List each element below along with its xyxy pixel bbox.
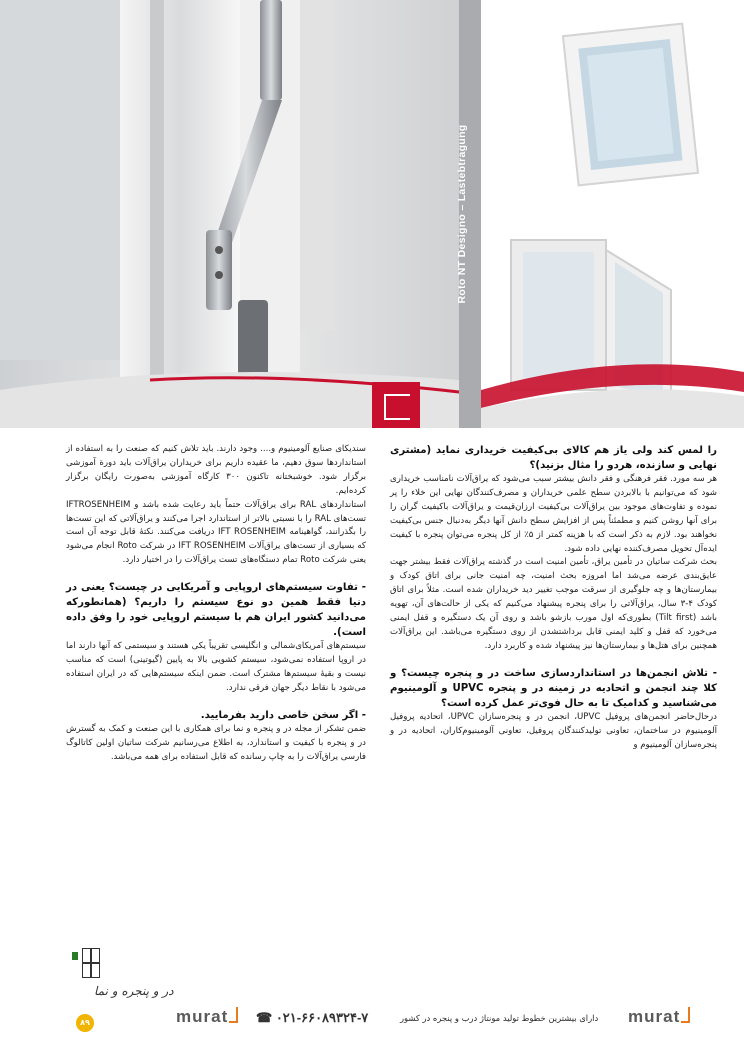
page-number: ۸۹ (76, 1014, 94, 1032)
murat-logo-text: murat (176, 1007, 229, 1026)
spacer (390, 654, 717, 666)
murat-mark-icon (229, 1007, 238, 1023)
footer-tagline: دارای بیشترین خطوط تولید مونتاژ درب و پنجره در کشور (400, 1013, 599, 1023)
answer-paragraph-7: ضمن تشکر از مجله در و پنجره و نما برای همکاری با این صنعت و کمک به گسترش در و پنجره با کیفیت و استاندارد، به اطلاع می‌رسانیم شرکت ساتیان اولین کاتالوگ فارسی یراق‌آلات را به چاپ رسانده که قابل استفاده برای همه می‌باشد. (66, 723, 366, 762)
windows-illustration (481, 0, 744, 428)
question-heading-4: - اگر سخن خاصی دارید بفرمایید. (200, 709, 366, 721)
question-heading-1: را لمس کند ولی یاز هم کالای بی‌کیفیت خریداری نماید (مشتری نهایی و سازنده، هردو را مثال بزنید)؟ (390, 445, 717, 471)
hardware-photo (0, 0, 459, 428)
left-column (66, 443, 366, 765)
phone-icon: ☎ (256, 1010, 273, 1025)
answer-paragraph-1: هر سه مورد. فقر فرهنگی و فقر دانش بیشتر سبب می‌شود که یراق‌آلات نامناسب خریداری شود که می‌توانیم با بالابردن سطح علمی خریداران و مصرف‌کنندگان نهایی این خلاء را پر نموده و تفاوت‌های موجود بین یراق‌آلات بی‌کیفیت ارزان‌قیمت و یراق‌آلات باکیفیت گران را برای آنها روشن کنیم و مطمئناً پس از افزایش سطح دانش آنها دیگر به‌دنبال جنس بی‌کیفیت نخواهند بود. لازم به ذکر است که با هزینه کمتر از ۵٪ از کل پنجره می‌توان پنجره با کیفیت ایده‌آل تحویل مصرف‌کننده نهایی داده شود. (390, 474, 717, 554)
magazine-badge-icon (72, 952, 78, 960)
windows-photo (481, 0, 744, 428)
answer-paragraph-2: بحث شرکت ساتیان در تأمین یراق، تأمین امنیت است در گذشته یراق‌آلات فقط بیشتر جهت عایق‌بندی عرضه می‌شد اما امروزه بحث امنیت، چه امنیت جانی برای اتاق کودک و بیمارستان‌ها و چه جلوگیری از سرقت موجب تغییر دید خریداران شده است. مثلاً برای اتاق کودک ۴-۳ سال، یراق‌آلاتی را برای پنجره پیشنهاد می‌کنیم که یکی از حالت‌های آن، تهویه باشد (Tilt first) بطوری‌که اول مورب بازشو باشد و روی آن یک دستگیره و قفل ایمنی می‌خورد که قفل و کلید ایمنی قابل برداشتشدن از روی دستگیره می‌باشد. این یراق‌آلات همچنین برای هتل‌ها و بیمارستان‌ها نیز پیشنهاد شده و کاربرد دارد. (390, 557, 718, 651)
roto-logo (372, 382, 420, 428)
phone-value: ۰۲۱-۶۶۰۸۹۳۲۴-۷ (275, 1010, 369, 1025)
spacer (66, 568, 366, 580)
answer-paragraph-4: سندیکای صنایع آلومینیوم و.... وجود دارند. باید تلاش کنیم که صنعت را به استفاده از استانداردها سوق دهیم، ما عقیده داریم برای خریداران یراق‌آلات باید دورة آموزشی برگزار شود. خوشبختانه تاکنون ۳۰۰ کارگاه آموزشی به‌صورت رایگان برگزار کرده‌ایم. (66, 444, 366, 496)
vertical-title: Roto NT Designo – Lastebtragung (456, 124, 468, 304)
murat-logo-right (628, 1007, 690, 1027)
magazine-logo: در و پنجره و نما (94, 984, 174, 998)
roto-logo-mark (384, 394, 410, 420)
window-icon (82, 948, 100, 978)
murat-logo-text: murat (628, 1007, 681, 1026)
murat-logo-left (176, 1007, 238, 1027)
hardware-illustration (0, 0, 459, 428)
phone-number (256, 1010, 368, 1026)
spacer (66, 696, 366, 708)
answer-paragraph-5: استانداردهای RAL برای یراق‌آلات حتماً باید رعایت شده باشد و IFTROSENHEIM تست‌های RAL را با نسبتی بالاتر از استاندارد اجرا می‌کنند و یراق‌آلاتی که این تست‌ها را بگذرانند، گواهینامه IFT ROSENHEIM دریافت می‌کنند. نکتهٔ قابل توجه آن است که بسیاری از تست‌های یراق‌آلات IFT ROSENHEIM در شرکت Roto انجام می‌شود یعنی شرکت Roto تمام دستگاه‌های تست یراق‌آلات را در اختیار دارد. (66, 499, 367, 566)
question-heading-3: - تفاوت سیستم‌های اروپایی و آمریکایی در چیست؟ یعنی در دنیا فقط همین دو نوع سیستم را داریم؟ (همانطورکه می‌دانید کشور ایران هم با سیستم اروپایی خود را وفق داده است). (66, 582, 366, 639)
right-column (390, 443, 717, 753)
murat-mark-icon (681, 1007, 690, 1023)
question-heading-2: - تلاش انجمن‌ها در استانداردسازی ساخت در و پنجره چیست؟ و کلا چند انجمن و اتحادیه در زمینه در و پنجره UPVC و آلومینیوم می‌شناسید و کدامیک تا به حال فوی‌تر عمل کرده است؟ (390, 667, 717, 709)
answer-paragraph-3: درحال‌حاضر انجمن‌های پروفیل UPVC، انجمن در و پنجره‌سازان UPVC، اتحادیه پروفیل آلومینیوم در ساختمان، تعاونی تولیدکنندگان پروفیل، تعاونی آلومینیوم‌کاران، اتحادیه در و پنجره‌سازان آلومینیوم و (390, 711, 717, 750)
answer-paragraph-6: سیستم‌های آمریکای‌شمالی و انگلیسی تقریباً یکی هستند و سیستمی که آنها دارند اما در اروپا استفاده نمی‌شود، سیستم کشویی بالا به پایین (گیوتینی) است که مناسب نیست و بقیهٔ سیستم‌ها مشترک است. ضمن اینکه سیستم‌هایی که در ایران استفاده می‌شود با نقاط دیگر جهان فرقی ندارد. (66, 641, 366, 693)
